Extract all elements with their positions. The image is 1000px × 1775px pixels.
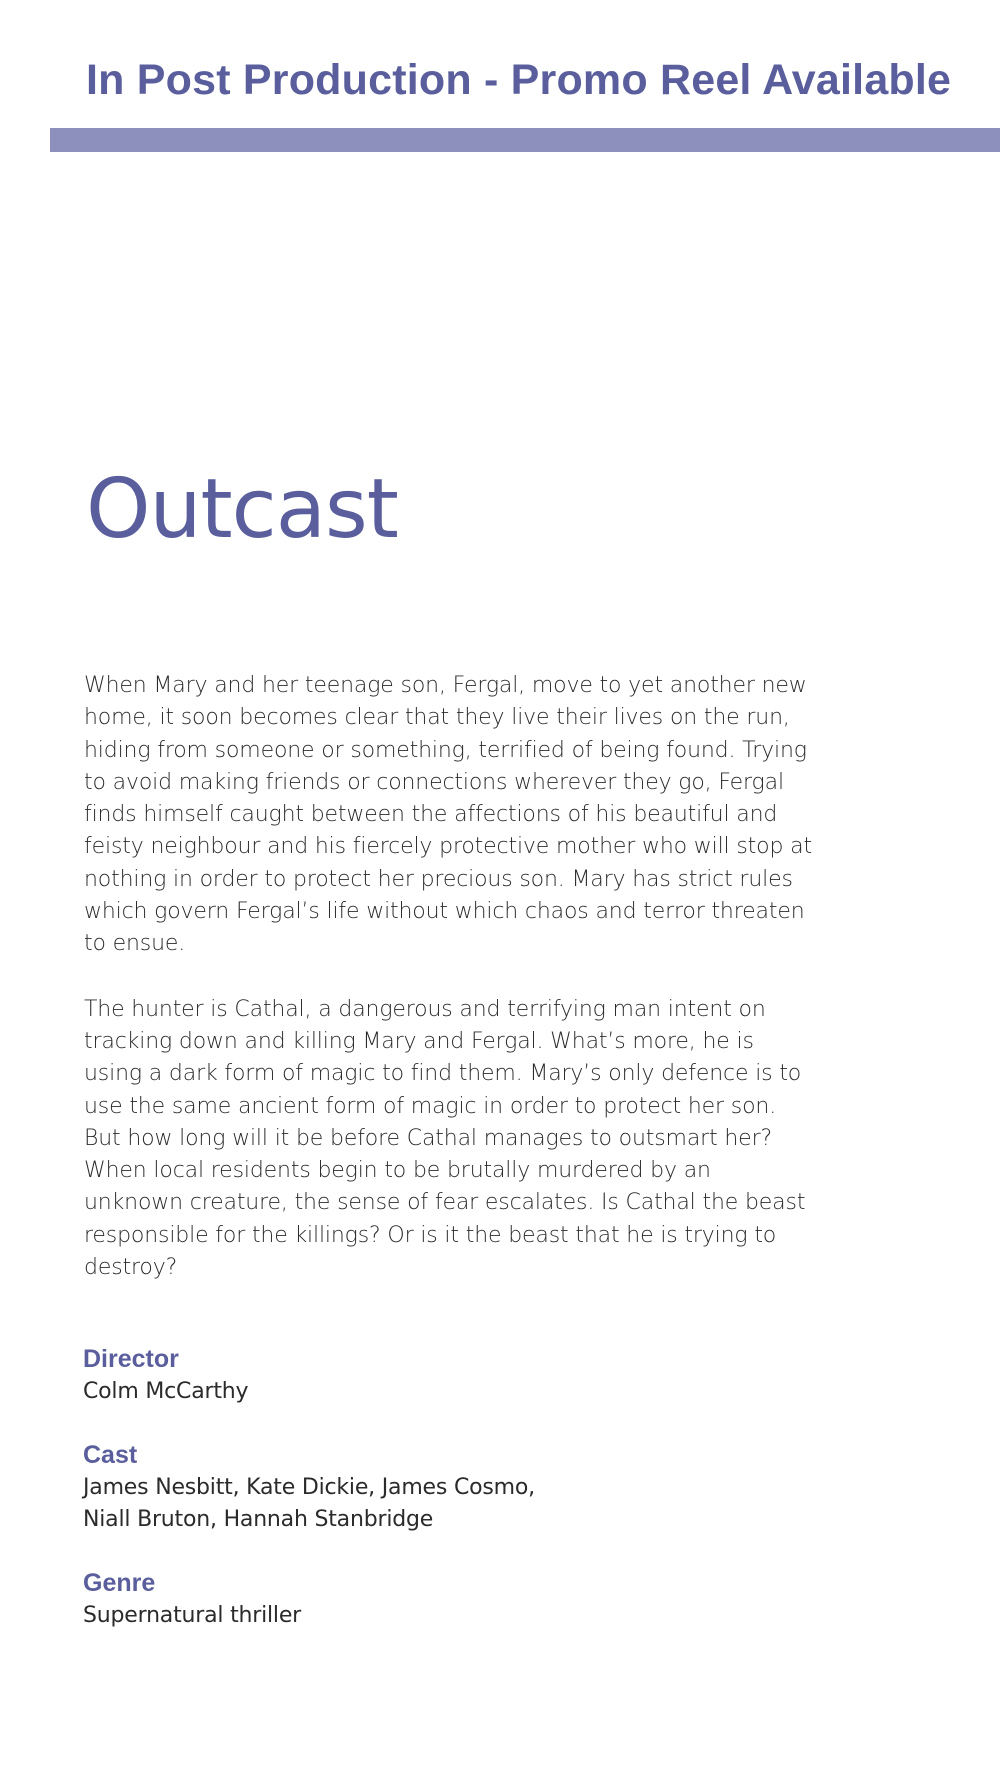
credits bbox=[83, 1342, 683, 1662]
director-credit bbox=[83, 1342, 683, 1408]
synopsis-paragraph: When Mary and her teenage son, Fergal, move to yet another new home, it soon becomes clear that they live their lives on the run, hiding from someone or something, terrified of being found. Trying to avoid making friends or connections wherever they go, Fergal finds himself caught between the affections of his beautiful and feisty neighbour and his fiercely protective mother who will stop at nothing in order to protect her precious son. Mary has strict rules which govern Fergal’s life without which chaos and terror threaten to ensue. bbox=[84, 673, 812, 957]
cast-credit bbox=[83, 1438, 683, 1536]
cast-value: James Nesbitt, Kate Dickie, James Cosmo, Niall Bruton, Hannah Stanbridge bbox=[83, 1475, 535, 1532]
genre-credit bbox=[83, 1566, 683, 1632]
director-value: Colm McCarthy bbox=[83, 1379, 249, 1404]
cast-label: Cast bbox=[83, 1441, 138, 1469]
genre-label: Genre bbox=[83, 1569, 156, 1597]
header-banner: In Post Production - Promo Reel Available bbox=[86, 56, 952, 104]
director-label: Director bbox=[83, 1345, 179, 1373]
synopsis-paragraph: The hunter is Cathal, a dangerous and terrifying man intent on tracking down and killing Mary and Fergal. What’s more, he is using a dark form of magic to find them. Mary’s only defence is to use the same ancient form of magic in order to protect her son. But how long will it be before Cathal manages to outsmart her? When local residents begin to be brutally murdered by an unknown creature, the sense of fear escalates. Is Cathal the beast responsible for the killings? Or is it the beast that he is trying to destroy? bbox=[84, 996, 806, 1281]
genre-value: Supernatural thriller bbox=[83, 1603, 302, 1628]
synopsis bbox=[84, 670, 814, 1317]
header-divider-bar bbox=[50, 128, 1000, 152]
page-title: Outcast bbox=[86, 462, 398, 557]
